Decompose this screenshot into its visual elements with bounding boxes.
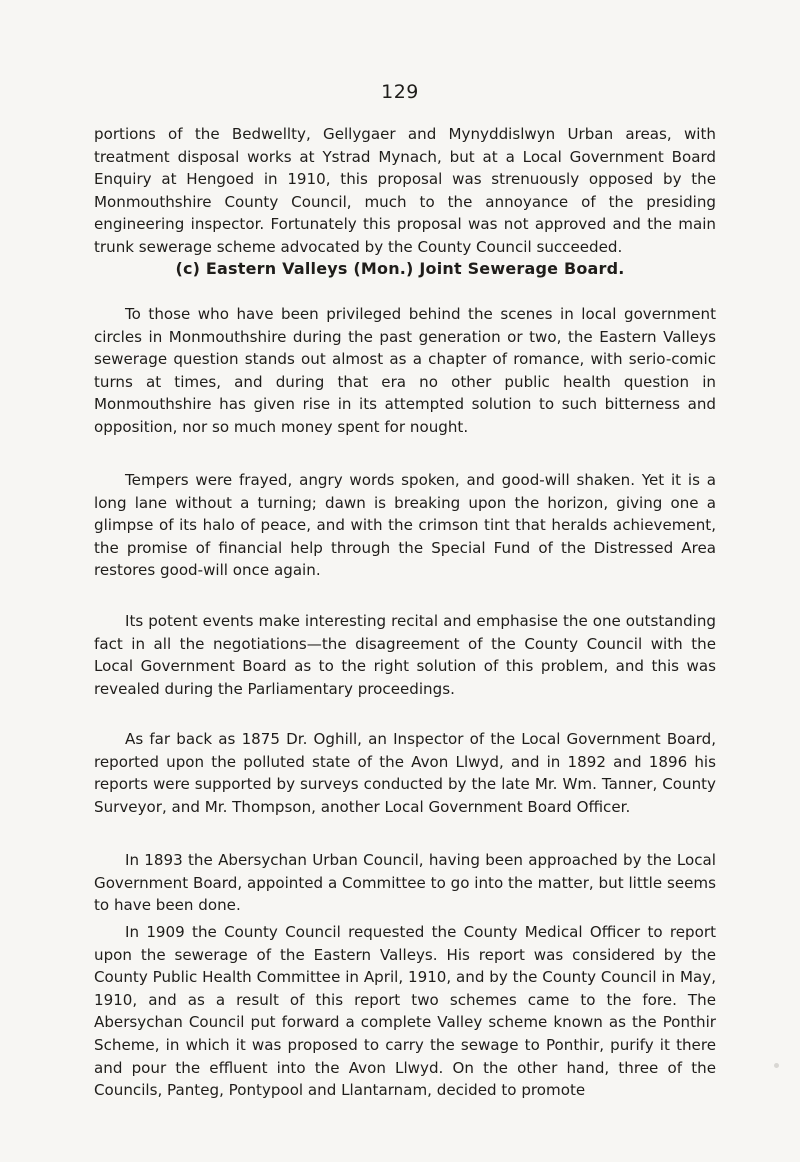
paragraph-1875: As far back as 1875 Dr. Oghill, an Inspector of the Local Government Board, reported upon the polluted state of the Avon Llwyd, and in 1892 and 1896 his reports were supported by surveys conducted by the late Mr. Wm. Tanner, County Surveyor, and Mr. Thompson, another Local Government Board Officer. xyxy=(94,730,716,816)
paragraph-continuation: portions of the Bedwellty, Gellygaer and Mynyddislwyn Urban areas, with treatment disposal works at Ystrad Mynach, but at a Local Government Board Enquiry at Hengoed in 1910, this proposal was strenuously opposed by the Monmouthshire County Council, much to the annoyance of the presiding engineering inspector. Fortunately this proposal was not approved and the main trunk sewerage scheme advocated by the County Council succeeded. xyxy=(94,125,716,256)
section-heading: (c) Eastern Valleys (Mon.) Joint Sewerage Board. xyxy=(175,259,625,278)
paragraph-romance: To those who have been privileged behind the scenes in local government circles in Monmouthshire during the past generation or two, the Eastern Valleys sewerage question stands out almost as a chapter of romance, with serio-comic turns at times, and during that era no other public health question in Monmouthshire has given rise in its attempted solution to such bitterness and opposition, nor so much money spent for nought. xyxy=(94,305,716,436)
paragraph-potent-events: Its potent events make interesting recital and emphasise the one outstanding fact in all the negotiations—the disagreement of the County Council with the Local Government Board as to the right solution of this problem, and this was revealed during the Parliamentary proceedings. xyxy=(94,612,716,698)
page-number: 129 xyxy=(381,81,419,103)
paragraph-tempers: Tempers were frayed, angry words spoken, and good-will shaken. Yet it is a long lane without a turning; dawn is breaking upon the horizon, giving one a glimpse of its halo of peace, and with the crimson tint that heralds achievement, the promise of financial help through the Special Fund of the Distressed Area restores good-will once again. xyxy=(94,471,716,580)
paragraph-1893: In 1893 the Abersychan Urban Council, having been approached by the Local Government Board, appointed a Committee to go into the matter, but little seems to have been done. xyxy=(94,851,716,915)
paragraph-1909: In 1909 the County Council requested the County Medical Officer to report upon the sewerage of the Eastern Valleys. His report was considered by the County Public Health Committee in April, 1910, and by the County Council in May, 1910, and as a result of this report two schemes came to the fore. The Abersychan Council put forward a complete Valley scheme known as the Ponthir Scheme, in which it was proposed to carry the sewage to Ponthir, purify it there and pour the effluent into the Avon Llwyd. On the other hand, three of the Councils, Panteg, Pontypool and Llantarnam, decided to promote xyxy=(94,923,716,1100)
scan-speck xyxy=(774,1063,779,1068)
